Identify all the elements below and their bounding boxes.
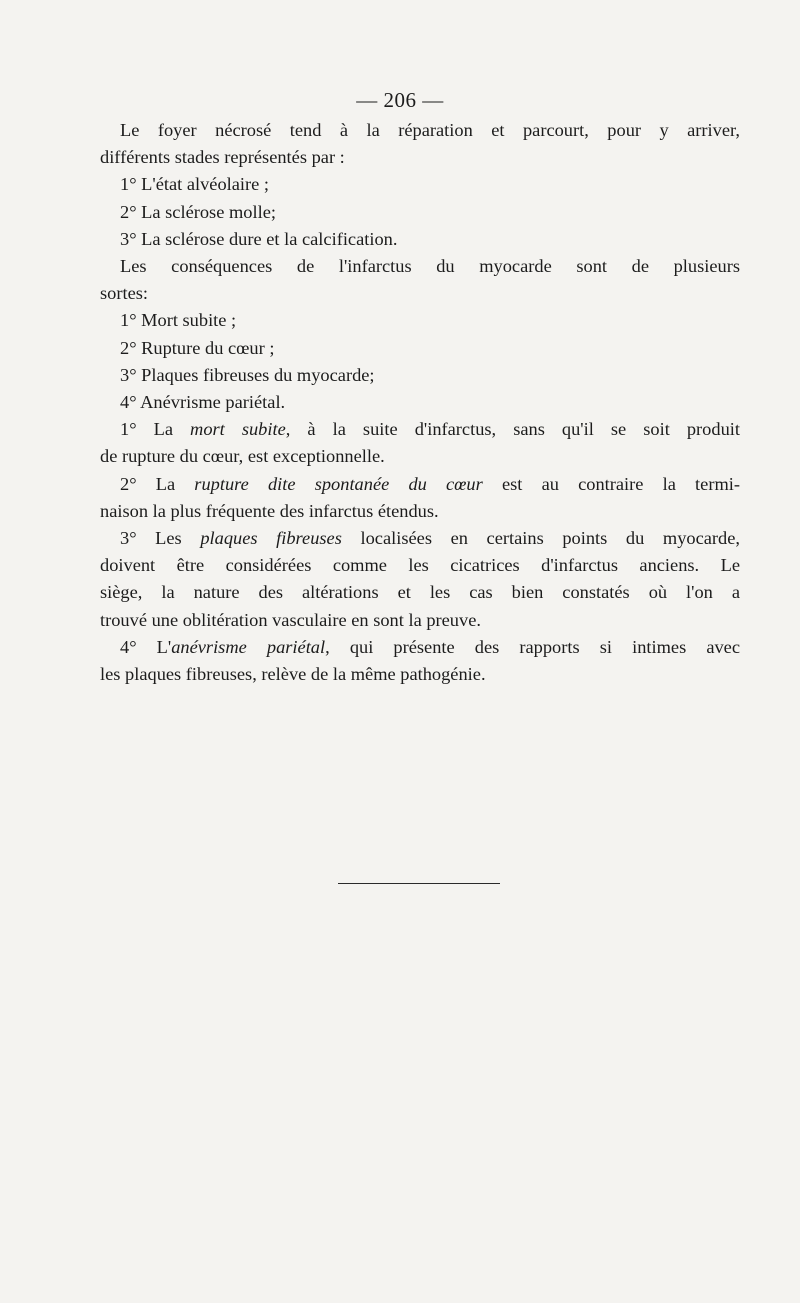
text-line: trouvé une oblitération vasculaire en sont la preuve. [100,609,481,630]
text-line [100,416,740,443]
text-run: , à la suite d'infarctus, sans qu'il se soit produit [285,419,740,440]
text-run: , qui présente des rapports si intimes avec [325,636,741,657]
list-item: 4° Anévrisme pariétal. [120,392,286,413]
list-item: 1° Mort subite ; [120,310,237,331]
text-line: les plaques fibreuses, relève de la même pathogénie. [100,664,486,685]
text-line: Le foyer nécrosé tend à la réparation et parcourt, pour y arriver, [120,120,740,140]
list-item: 2° La sclérose molle; [120,201,276,222]
italic-term: anévrisme pariétal [171,636,326,657]
list-item: 1° L'état alvéolaire ; [120,174,270,195]
italic-term: mort subite [190,419,286,440]
text-line: sortes: [100,283,149,304]
text-run: 2° La [120,473,195,494]
text-line [100,471,740,498]
page-number: — 206 — [356,88,444,112]
text-run: 1° La [120,419,191,440]
italic-term: plaques fibreuses [200,528,342,549]
text-line [100,525,740,552]
italic-term: rupture dite spontanée du cœur [194,473,483,494]
text-line: siège, la nature des altérations et les cas bien constatés où l'on a [100,582,740,603]
text-run: est au contraire la termi- [482,473,740,494]
text-line: Les conséquences de l'infarctus du myocarde sont de plusieurs [120,256,740,277]
body-text [100,117,740,688]
list-item: 3° Plaques fibreuses du myocarde; [120,364,375,385]
text-line: naison la plus fréquente des infarctus étendus. [100,500,439,521]
list-item: 3° La sclérose dure et la calcification. [120,228,398,249]
text-run: localisées en certains points du myocarde, [341,528,740,549]
text-line: différents stades représentés par : [100,147,345,168]
text-run: 4° L' [120,636,172,657]
text-run: 3° Les [120,528,201,549]
text-line [100,634,740,661]
text-line: doivent être considérées comme les cicatrices d'infarctus anciens. Le [100,555,740,576]
section-divider [338,883,500,884]
text-line: de rupture du cœur, est exceptionnelle. [100,446,385,467]
list-item: 2° Rupture du cœur ; [120,337,275,358]
